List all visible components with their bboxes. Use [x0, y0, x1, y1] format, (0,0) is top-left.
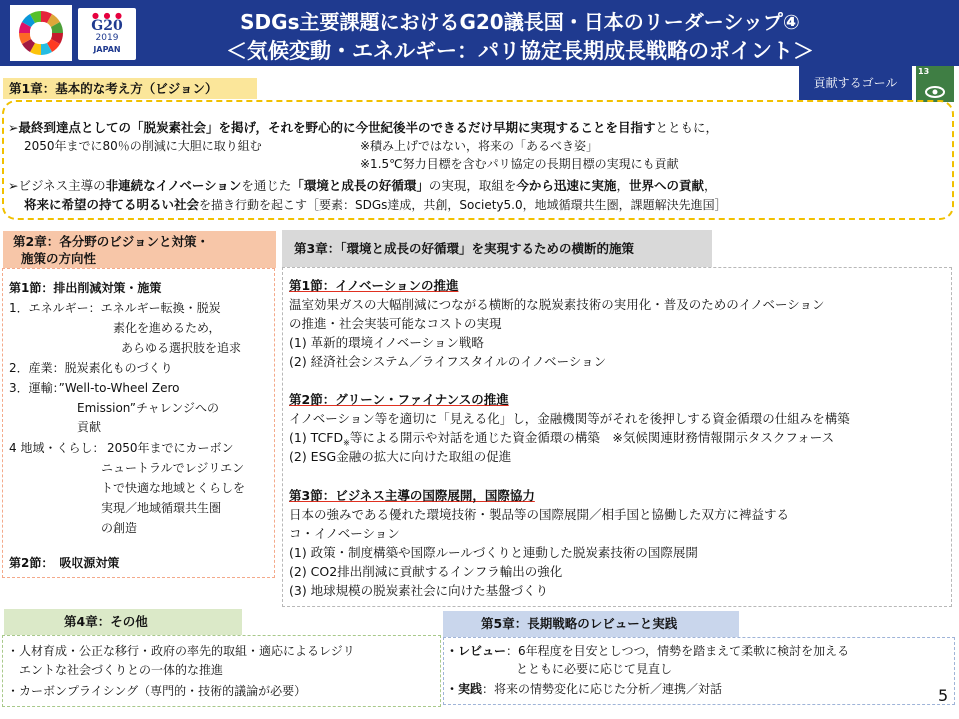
page-number: 5	[938, 686, 949, 705]
g20-logo-country: JAPAN	[93, 45, 121, 54]
chapter1-box	[2, 100, 954, 220]
ch2-item2: 2．産業：脱炭素化ものづくり	[9, 361, 173, 375]
ch2-item4b: 2050年までにカーボン	[107, 441, 234, 455]
contributing-goal-label: 貢献するゴール	[799, 66, 912, 100]
ch1-line2b: ※積み上げではない，将来の「あるべき姿」	[360, 139, 599, 153]
g20-japan-logo	[78, 8, 136, 60]
ch2-item4d: トで快適な地域とくらしを	[101, 481, 246, 495]
ch3-section3-title: 第3節：ビジネス主導の国際展開，国際協力	[289, 488, 535, 503]
chapter3-title: 第3章：「環境と成長の好循環」を実現するための横断的施策	[282, 230, 712, 267]
chapter5-title: 第5章：長期戦略のレビューと実践	[443, 611, 739, 637]
ch3-s1-line1: 温室効果ガスの大幅削減につながる横断的な脱炭素技術の実用化・普及のためのイノベーション	[289, 297, 825, 312]
ch2-item3b: Emission”チャレンジへの	[77, 401, 219, 415]
ch4-line3: ・カーボンプライシング（専門的・技術的議論が必要）	[7, 684, 307, 698]
ch3-s3-line3: (1) 政策・制度構築や国際ルールづくりと連動した脱炭素技術の国際展開	[289, 545, 698, 560]
chapter4-box	[2, 635, 441, 707]
chapter2-title	[3, 231, 276, 268]
ch3-section2-title: 第2節：グリーン・ファイナンスの推進	[289, 392, 509, 407]
ch2-item1a: 1．エネルギー：エネルギー転換・脱炭	[9, 301, 221, 315]
g20-logo-name: G20	[91, 18, 123, 34]
ch4-line2: エントな社会づくりとの一体的な推進	[19, 663, 224, 677]
ch3-s3-line5: (3) 地球規模の脱炭素社会に向けた基盤づくり	[289, 583, 549, 598]
g20-dots-icon: ● ● ●	[92, 11, 124, 20]
ch2-item4c: ニュートラルでレジリエン	[101, 461, 245, 475]
ch1-line2a: 2050年までに80％の削減に大胆に取り組む	[24, 139, 262, 153]
ch3-s3-line4: (2) CO2排出削減に貢献するインフラ輸出の強化	[289, 564, 563, 579]
chapter2-title-line1: 第2章：各分野のビジョンと対策・	[13, 234, 209, 249]
chapter4-title: 第4章：その他	[4, 609, 242, 635]
ch2-item1c: あらゆる選択肢を追求	[121, 341, 242, 355]
ch2-section1: 第1節：排出削減対策・施策	[9, 281, 162, 295]
ch3-s2-line2: (1) $TCFD_※$等による開示や対話を通じた資金循環の構築 ※気候関連財務情報開示タスクフォース	[289, 430, 835, 448]
ch1-line3: ※1.5℃努力目標を含むパリ協定の長期目標の実現にも貢献	[360, 157, 679, 171]
ch2-item3a: 3．運輸：”Well-to-Wheel Zero	[9, 381, 180, 395]
chapter3-box	[282, 267, 952, 607]
ch3-s2-line3: (2) ESG金融の拡大に向けた取組の促進	[289, 449, 512, 464]
chapter5-box	[443, 637, 955, 705]
ch3-s1-line2: の推進・社会実装可能なコストの実現	[289, 316, 502, 331]
goal-number: 13	[918, 67, 930, 76]
header-bar	[0, 0, 959, 66]
ch1-line1: ➢最終到達点としての「脱炭素社会」を掲げ，それを野心的に今世紀後半のできるだけ早期に実現することを目指すとともに，	[8, 120, 718, 135]
ch1-line5: 将来に希望の持てる明るい社会を描き行動を起こす［要素：SDGs達成，共創，Society5.0，地域循環共生圏，課題解決先進国］	[24, 197, 727, 212]
ch2-item4f: の創造	[101, 521, 138, 535]
ch3-s1-line4: (2) 経済社会システム／ライフスタイルのイノベーション	[289, 354, 607, 369]
ch5-line2: とともに必要に応じて見直し	[516, 662, 673, 676]
ch5-line1: ・レビュー：6年程度を目安としつつ，情勢を踏まえて柔軟に検討を加える	[446, 644, 850, 658]
sdg-goal-13-badge	[916, 66, 954, 102]
climate-action-icon	[924, 80, 946, 100]
ch2-item1b: 素化を進めるため，	[113, 321, 221, 335]
page-title-line1: SDGs主要課題におけるG20議長国・日本のリーダーシップ④	[240, 10, 800, 34]
ch3-s3-line1: 日本の強みである優れた環境技術・製品等の国際展開／相手国と協働した双方に裨益する	[289, 507, 790, 522]
g20-logo-year: 2019	[95, 33, 119, 43]
chapter1-title: 第1章：基本的な考え方（ビジョン）	[3, 78, 257, 99]
sdgs-wheel-icon	[10, 5, 72, 61]
ch2-item4e: 実現／地域循環共生圏	[101, 501, 222, 515]
ch3-s3-line2: コ・イノベーション	[289, 526, 400, 541]
ch2-item4a: 4 地域・くらし：	[9, 441, 105, 455]
ch2-section2: 第2節： 吸収源対策	[9, 556, 120, 570]
ch3-s1-line3: (1) 革新的環境イノベーション戦略	[289, 335, 484, 350]
chapter2-title-line2: 施策の方向性	[21, 251, 97, 266]
ch2-item3c: 貢献	[77, 420, 102, 434]
ch3-section1-title: 第1節：イノベーションの推進	[289, 278, 459, 293]
ch5-line3: ・実践：将来の情勢変化に応じた分析／連携／対話	[446, 682, 723, 696]
chapter2-box	[2, 268, 275, 578]
ch1-line4: ➢ビジネス主導の非連続なイノベーションを通じた「環境と成長の好循環」の実現，取組を今から迅速に実施，世界への貢献，	[8, 178, 717, 193]
ch4-line1: ・人材育成・公正な移行・政府の率先的取組・適応によるレジリ	[7, 644, 355, 658]
ch3-s2-line1: イノベーション等を適切に「見える化」し，金融機関等がそれを後押しする資金循環の仕組みを構築	[289, 411, 850, 426]
page-title-line2: ＜気候変動・エネルギー：パリ協定長期成長戦略のポイント＞	[226, 39, 814, 63]
